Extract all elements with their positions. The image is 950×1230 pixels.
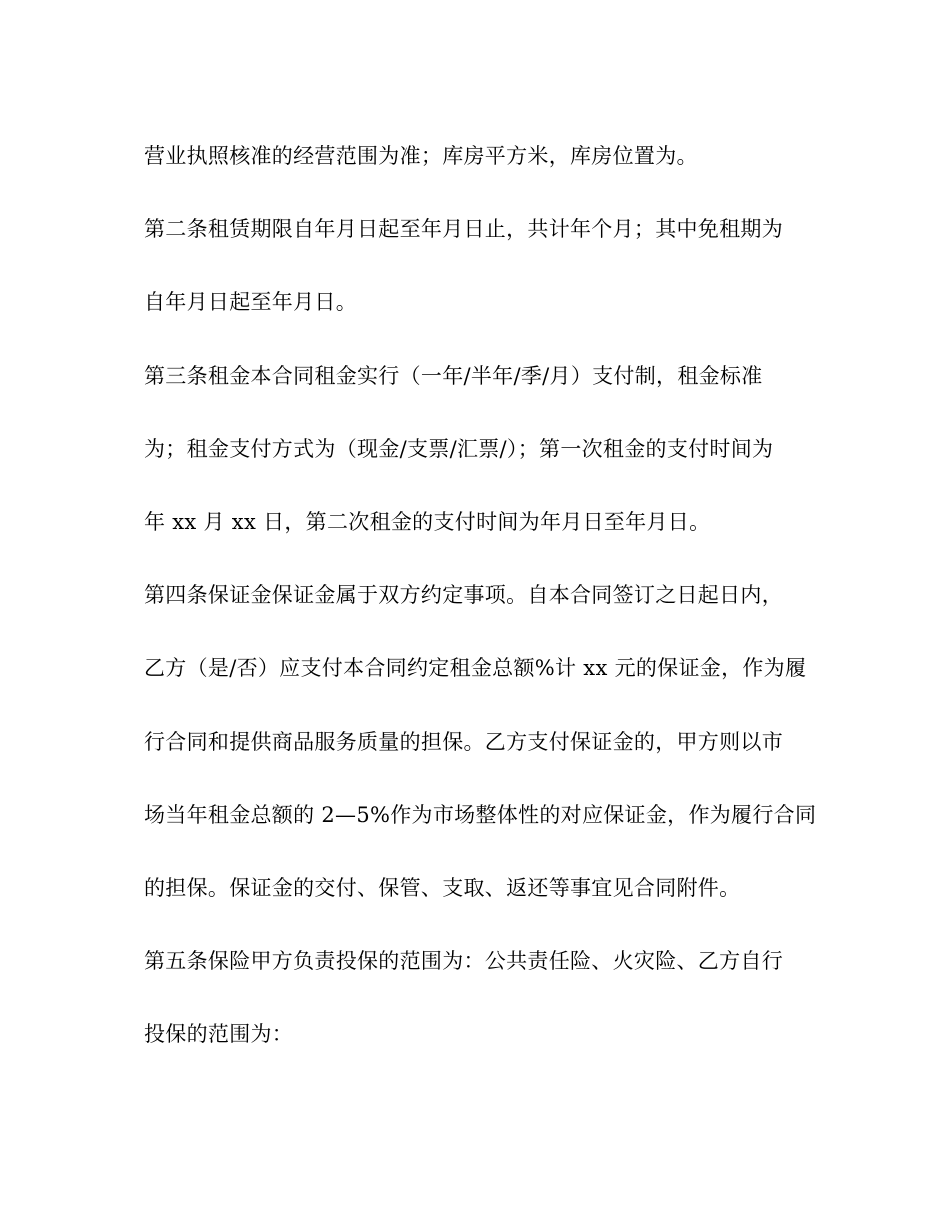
document-body <box>144 136 844 1087</box>
text-line: 第三条租金本合同租金实行（一年/半年/季/月）支付制，租金标准 <box>144 363 763 388</box>
text-line: 自年月日起至年月日。 <box>144 290 357 315</box>
text-line: 投保的范围为： <box>144 1022 294 1047</box>
text-line: 场当年租金总额的 2—5%作为市场整体性的对应保证金，作为履行合同 <box>144 802 817 827</box>
text-line: 的担保。保证金的交付、保管、支取、返还等事宜见合同附件。 <box>144 875 741 900</box>
text-line: 第四条保证金保证金属于双方约定事项。自本合同签订之日起日内， <box>144 583 783 608</box>
text-line: 为；租金支付方式为（现金/支票/汇票/）；第一次租金的支付时间为 <box>144 436 774 461</box>
text-line: 行合同和提供商品服务质量的担保。乙方支付保证金的，甲方则以市 <box>144 729 783 754</box>
text-line: 乙方（是/否）应支付本合同约定租金总额%计 xx 元的保证金，作为履 <box>144 656 807 681</box>
text-line: 第二条租赁期限自年月日起至年月日止，共计年个月；其中免租期为 <box>144 217 783 242</box>
text-line: 第五条保险甲方负责投保的范围为：公共责任险、火灾险、乙方自行 <box>144 949 783 974</box>
text-line: 年 xx 月 xx 日，第二次租金的支付时间为年月日至年月日。 <box>144 509 711 534</box>
text-line: 营业执照核准的经营范围为准；库房平方米，库房位置为。 <box>144 144 698 168</box>
